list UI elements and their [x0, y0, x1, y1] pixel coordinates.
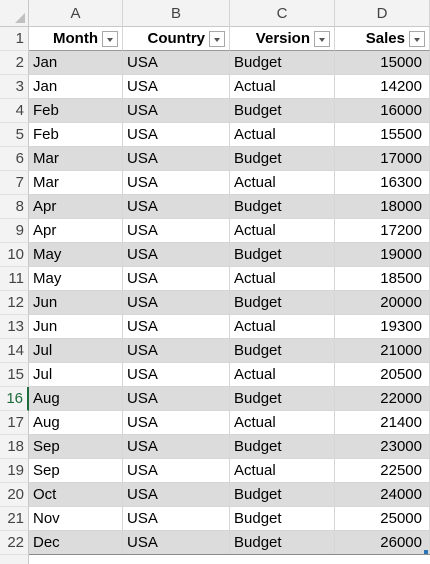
cell-sales[interactable]: 26000 — [335, 531, 430, 555]
cell-version[interactable]: Actual — [230, 123, 335, 147]
cell-sales[interactable]: 18000 — [335, 195, 430, 219]
cell-country[interactable]: USA — [123, 339, 230, 363]
cell-country[interactable]: USA — [123, 507, 230, 531]
row-header-6[interactable]: 6 — [0, 147, 29, 171]
cell-version[interactable]: Budget — [230, 195, 335, 219]
row-header-3[interactable]: 3 — [0, 75, 29, 99]
cell-month[interactable]: Jul — [29, 339, 123, 363]
cell-month[interactable]: Aug — [29, 411, 123, 435]
cell-country[interactable]: USA — [123, 531, 230, 555]
cell-month[interactable]: May — [29, 267, 123, 291]
cell-version[interactable]: Budget — [230, 507, 335, 531]
cell-version[interactable]: Budget — [230, 435, 335, 459]
header-label: Sales — [365, 30, 405, 47]
table-row — [29, 387, 430, 411]
cell-country[interactable]: USA — [123, 435, 230, 459]
cell-month[interactable]: Oct — [29, 483, 123, 507]
header-cell-version[interactable] — [230, 27, 335, 51]
table-row — [29, 339, 430, 363]
row-header-11[interactable]: 11 — [0, 267, 29, 291]
row-header-14[interactable]: 14 — [0, 339, 29, 363]
cell-country[interactable]: USA — [123, 411, 230, 435]
cell-version[interactable]: Actual — [230, 459, 335, 483]
cell-month[interactable]: Sep — [29, 435, 123, 459]
row-header-17[interactable]: 17 — [0, 411, 29, 435]
cell-version[interactable]: Actual — [230, 219, 335, 243]
table-row — [29, 291, 430, 315]
cell-sales[interactable]: 22500 — [335, 459, 430, 483]
table-row — [29, 243, 430, 267]
cell-month[interactable]: Jun — [29, 315, 123, 339]
table-row — [29, 195, 430, 219]
row-header-19[interactable]: 19 — [0, 459, 29, 483]
row-header-22[interactable]: 22 — [0, 531, 29, 555]
header-label: Version — [255, 30, 310, 47]
table-resize-handle[interactable] — [424, 550, 428, 554]
row-header-5[interactable]: 5 — [0, 123, 29, 147]
cell-month[interactable]: Feb — [29, 99, 123, 123]
row-header-4[interactable]: 4 — [0, 99, 29, 123]
cell-country[interactable]: USA — [123, 195, 230, 219]
row-header-8[interactable]: 8 — [0, 195, 29, 219]
table-row — [29, 483, 430, 507]
filter-dropdown-icon[interactable] — [209, 31, 225, 47]
cell-sales[interactable]: 24000 — [335, 483, 430, 507]
row-header-23[interactable] — [0, 555, 29, 564]
header-cell-country[interactable] — [123, 27, 230, 51]
cell-month[interactable]: May — [29, 243, 123, 267]
cell-month[interactable]: Mar — [29, 147, 123, 171]
header-cell-sales[interactable] — [335, 27, 430, 51]
row-header-16[interactable]: 16 — [0, 387, 29, 411]
row-header-12[interactable]: 12 — [0, 291, 29, 315]
cell-country[interactable]: USA — [123, 219, 230, 243]
cell-version[interactable]: Budget — [230, 483, 335, 507]
header-label: Month — [53, 30, 98, 47]
row-header-9[interactable]: 9 — [0, 219, 29, 243]
cell-sales[interactable]: 17200 — [335, 219, 430, 243]
select-all-corner[interactable] — [0, 0, 29, 27]
cell-version[interactable]: Budget — [230, 99, 335, 123]
row-header-7[interactable]: 7 — [0, 171, 29, 195]
cell-sales[interactable]: 21000 — [335, 339, 430, 363]
table-row — [29, 411, 430, 435]
cell-month[interactable]: Apr — [29, 195, 123, 219]
cell-sales[interactable]: 22000 — [335, 387, 430, 411]
table-row — [29, 531, 430, 555]
row-header-13[interactable]: 13 — [0, 315, 29, 339]
cell-sales[interactable]: 25000 — [335, 507, 430, 531]
cell-country[interactable]: USA — [123, 99, 230, 123]
table-row — [29, 459, 430, 483]
cell-version[interactable]: Actual — [230, 315, 335, 339]
cell-country[interactable]: USA — [123, 147, 230, 171]
table-row — [29, 51, 430, 75]
cell-version[interactable]: Budget — [230, 387, 335, 411]
filter-dropdown-icon[interactable] — [314, 31, 330, 47]
cell-month[interactable]: Aug — [29, 387, 123, 411]
cell-sales[interactable]: 17000 — [335, 147, 430, 171]
cell-month[interactable]: Sep — [29, 459, 123, 483]
partial-row — [0, 555, 430, 564]
cell-month[interactable]: Jul — [29, 363, 123, 387]
cell-sales[interactable]: 15000 — [335, 51, 430, 75]
cell-country[interactable]: USA — [123, 459, 230, 483]
cell-version[interactable]: Actual — [230, 267, 335, 291]
row-header-10[interactable]: 10 — [0, 243, 29, 267]
header-label: Country — [147, 30, 205, 47]
cell-country[interactable]: USA — [123, 243, 230, 267]
cell-version[interactable]: Actual — [230, 75, 335, 99]
column-header-c[interactable]: C — [230, 0, 335, 27]
row-header-15[interactable]: 15 — [0, 363, 29, 387]
table-row — [29, 171, 430, 195]
table-header-row — [29, 27, 430, 51]
filter-dropdown-icon[interactable] — [409, 31, 425, 47]
table-row — [29, 75, 430, 99]
table-row — [29, 123, 430, 147]
filter-dropdown-icon[interactable] — [102, 31, 118, 47]
table-row — [29, 507, 430, 531]
cell-month[interactable]: Feb — [29, 123, 123, 147]
row-header-20[interactable]: 20 — [0, 483, 29, 507]
cell-sales[interactable]: 18500 — [335, 267, 430, 291]
cell-version[interactable]: Actual — [230, 171, 335, 195]
cell-version[interactable]: Budget — [230, 51, 335, 75]
cell-version[interactable]: Actual — [230, 411, 335, 435]
cell-month[interactable]: Dec — [29, 531, 123, 555]
cell-country[interactable]: USA — [123, 51, 230, 75]
column-header-b[interactable]: B — [123, 0, 230, 27]
cell-sales[interactable]: 20500 — [335, 363, 430, 387]
cell-country[interactable]: USA — [123, 123, 230, 147]
cell-sales[interactable]: 20000 — [335, 291, 430, 315]
cell-version[interactable]: Budget — [230, 147, 335, 171]
select-all-triangle-icon — [15, 13, 25, 23]
cell-sales[interactable]: 16000 — [335, 99, 430, 123]
row-header-1[interactable]: 1 — [0, 27, 29, 51]
cell-month[interactable]: Apr — [29, 219, 123, 243]
cell-version[interactable]: Budget — [230, 291, 335, 315]
cell-sales[interactable]: 21400 — [335, 411, 430, 435]
cell-month[interactable]: Jan — [29, 75, 123, 99]
column-header-d[interactable]: D — [335, 0, 430, 27]
table-row — [29, 315, 430, 339]
cell-sales[interactable]: 16300 — [335, 171, 430, 195]
cell-country[interactable]: USA — [123, 483, 230, 507]
cell-version[interactable]: Budget — [230, 339, 335, 363]
cell-country[interactable]: USA — [123, 171, 230, 195]
table-row — [29, 435, 430, 459]
cell-country[interactable]: USA — [123, 315, 230, 339]
table-row — [29, 219, 430, 243]
cell-month[interactable]: Jan — [29, 51, 123, 75]
column-header-a[interactable]: A — [29, 0, 123, 27]
cell-country[interactable]: USA — [123, 387, 230, 411]
cell-country[interactable]: USA — [123, 291, 230, 315]
cell-country[interactable]: USA — [123, 267, 230, 291]
cell-country[interactable]: USA — [123, 363, 230, 387]
table-row — [29, 99, 430, 123]
row-header-21[interactable]: 21 — [0, 507, 29, 531]
cell-version[interactable]: Budget — [230, 243, 335, 267]
cell-country[interactable]: USA — [123, 75, 230, 99]
cell-sales[interactable]: 15500 — [335, 123, 430, 147]
cell-month[interactable]: Nov — [29, 507, 123, 531]
table-row — [29, 363, 430, 387]
header-cell-month[interactable] — [29, 27, 123, 51]
cell-sales[interactable]: 19300 — [335, 315, 430, 339]
table-row — [29, 267, 430, 291]
row-header-2[interactable]: 2 — [0, 51, 29, 75]
cell-sales[interactable]: 23000 — [335, 435, 430, 459]
cell-sales[interactable]: 14200 — [335, 75, 430, 99]
cell-sales[interactable]: 19000 — [335, 243, 430, 267]
cell-version[interactable]: Budget — [230, 531, 335, 555]
row-header-18[interactable]: 18 — [0, 435, 29, 459]
cell-month[interactable]: Jun — [29, 291, 123, 315]
table-row — [29, 147, 430, 171]
cell-month[interactable]: Mar — [29, 171, 123, 195]
cell-version[interactable]: Actual — [230, 363, 335, 387]
